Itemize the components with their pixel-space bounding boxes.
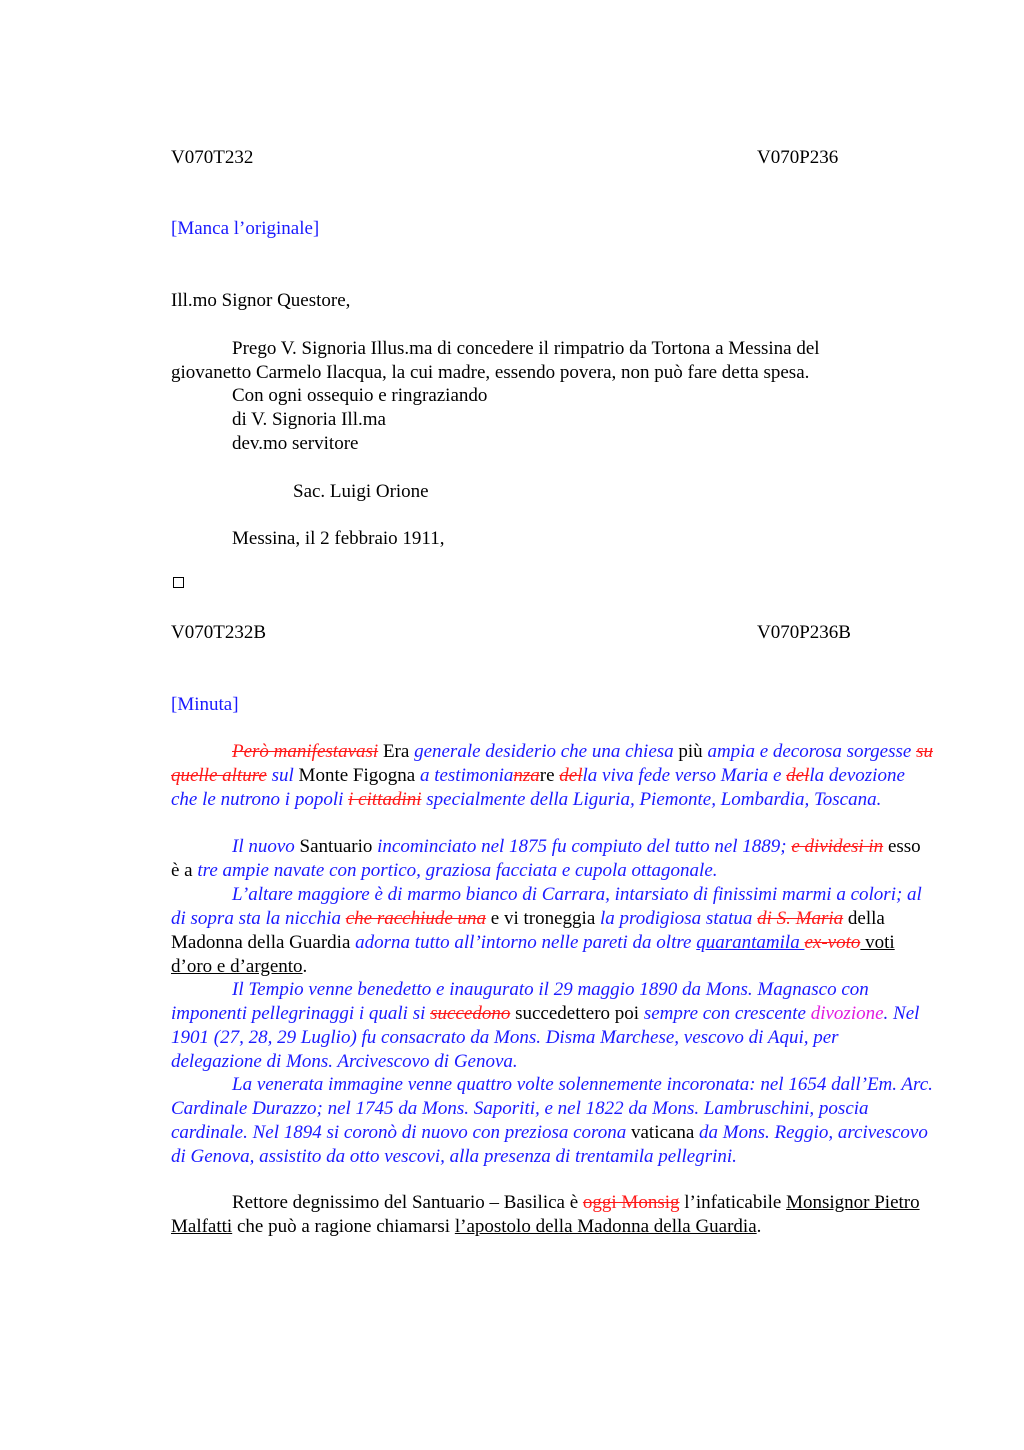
original-text: Era [378, 741, 415, 762]
added-text: L’altare maggiore è di marmo bianco di Carrara, intarsiato di finissimi marmi a colori; al di sopra sta la nicchia [171, 884, 922, 929]
added-text: tre ampie navate con portico, graziosa facciata e cupola ottagonale. [197, 860, 718, 881]
doc1-reference-row [171, 146, 933, 170]
original-text: della Madonna della Guardia [171, 908, 885, 953]
underlined-text: l’apostolo della Madonna della Guardia [454, 1216, 757, 1237]
closing-line-3: dev.mo servitore [232, 433, 359, 454]
added-text: adorna tutto all’intorno nelle pareti da oltre [355, 932, 697, 953]
paragraph-1 [171, 740, 933, 812]
original-text: . [756, 1216, 762, 1237]
paragraph-6 [171, 1191, 933, 1239]
added-text: la viva fede verso Maria e [582, 765, 787, 786]
original-text: che può a ragione chiamarsi [232, 1216, 455, 1237]
added-text: Il Tempio venne benedetto e inaugurato il 29 maggio 1890 da Mons. Magnasco con imponenti pellegrinaggi i quali si [171, 979, 869, 1024]
letter-body-line-1: Prego V. Signoria Illus.ma di concedere il rimpatrio da Tortona a Messina del [232, 338, 820, 359]
added-text: sempre con crescente [643, 1003, 811, 1024]
added-text: ampia e decorosa sorgesse [707, 741, 917, 762]
original-text: re [539, 765, 560, 786]
deleted-text: del [559, 765, 583, 786]
deleted-text: del [786, 765, 810, 786]
letter-body-line-2: giovanetto Carmelo Ilacqua, la cui madre, essendo povera, non può fare detta spesa. [171, 362, 810, 383]
original-text: l’infaticabile [679, 1192, 787, 1213]
added-text: sul [266, 765, 294, 786]
original-text: . [302, 956, 308, 977]
salutation: Ill.mo Signor Questore, [171, 290, 351, 311]
deleted-text: succedono [430, 1003, 511, 1024]
closing-line-2: di V. Signoria Ill.ma [232, 409, 386, 430]
added-text: Il nuovo [232, 836, 295, 857]
doc1-note: [Manca l’originale] [171, 218, 320, 239]
deleted-text: e dividesi in [791, 836, 884, 857]
highlighted-text: divozione [810, 1003, 884, 1024]
deleted-text: che racchiude una [345, 908, 487, 929]
deleted-text: i cittadini [348, 789, 422, 810]
original-text: più [673, 741, 708, 762]
deleted-text: Però manifestavasi [232, 741, 379, 762]
paragraph-4 [171, 978, 933, 1074]
original-text: Rettore degnissimo del Santuario – Basilica è [232, 1192, 583, 1213]
doc2-ref-left: V070T232B [171, 622, 266, 643]
added-underlined-text: quarantamila [696, 932, 805, 953]
doc2-reference-row [171, 621, 933, 645]
deleted-text: ex-voto [804, 932, 861, 953]
doc2-note: [Minuta] [171, 694, 239, 715]
original-text: e vi troneggia [486, 908, 601, 929]
deleted-text: nza [513, 765, 540, 786]
closing-line-1: Con ogni ossequio e ringraziando [232, 385, 488, 406]
added-text: generale desiderio che una chiesa [414, 741, 674, 762]
deleted-text: oggi Monsig [582, 1192, 680, 1213]
added-text: . Nel 1901 (27, 28, 29 Luglio) fu consacrato da Mons. Disma Marchese, vescovo di Aqui, per delegazione di Mons. Arcivescovo di Genova. [171, 1003, 920, 1072]
doc1-ref-right: V070P236 [757, 147, 839, 168]
original-text: Santuario [294, 836, 378, 857]
doc2-ref-right: V070P236B [757, 622, 851, 643]
added-text: da Mons. Reggio, arcivescovo di Genova, assistito da otto vescovi, alla presenza di trentamila pellegrini. [171, 1122, 928, 1167]
paragraph-5 [171, 1073, 933, 1169]
added-text: la devozione che le nutrono i popoli [171, 765, 905, 810]
added-text: La venerata immagine venne quattro volte solennemente incoronata: nel 1654 dall’Em. Arc. Cardinale Durazzo; nel 1745 da Mons. Saporiti, e nel 1822 da Mons. Lambruschini, poscia cardinale. Nel 1894 si coronò di nuovo con preziosa corona [171, 1074, 933, 1143]
signature: Sac. Luigi Orione [293, 481, 429, 502]
deleted-text: di S. Maria [757, 908, 844, 929]
deleted-text: su quelle alture [171, 741, 933, 786]
added-text: a testimonia [419, 765, 514, 786]
original-text: vaticana [626, 1122, 700, 1143]
underlined-text: voti d’oro e d’argento [171, 932, 895, 977]
doc1-ref-left: V070T232 [171, 147, 254, 168]
added-text: incominciato nel 1875 fu compiuto del tutto nel 1889; [377, 836, 792, 857]
place-date: Messina, il 2 febbraio 1911, [232, 528, 445, 549]
paragraph-2 [171, 835, 933, 883]
underlined-text: Monsignor Pietro Malfatti [171, 1192, 920, 1237]
paragraph-3 [171, 883, 933, 979]
added-text: la prodigiosa statua [600, 908, 758, 929]
original-text: Monte Figogna [293, 765, 420, 786]
original-text: succedettero poi [510, 1003, 644, 1024]
checkbox-icon [173, 577, 184, 588]
original-text: esso è a [171, 836, 921, 881]
added-text: specialmente della Liguria, Piemonte, Lombardia, Toscana. [421, 789, 882, 810]
